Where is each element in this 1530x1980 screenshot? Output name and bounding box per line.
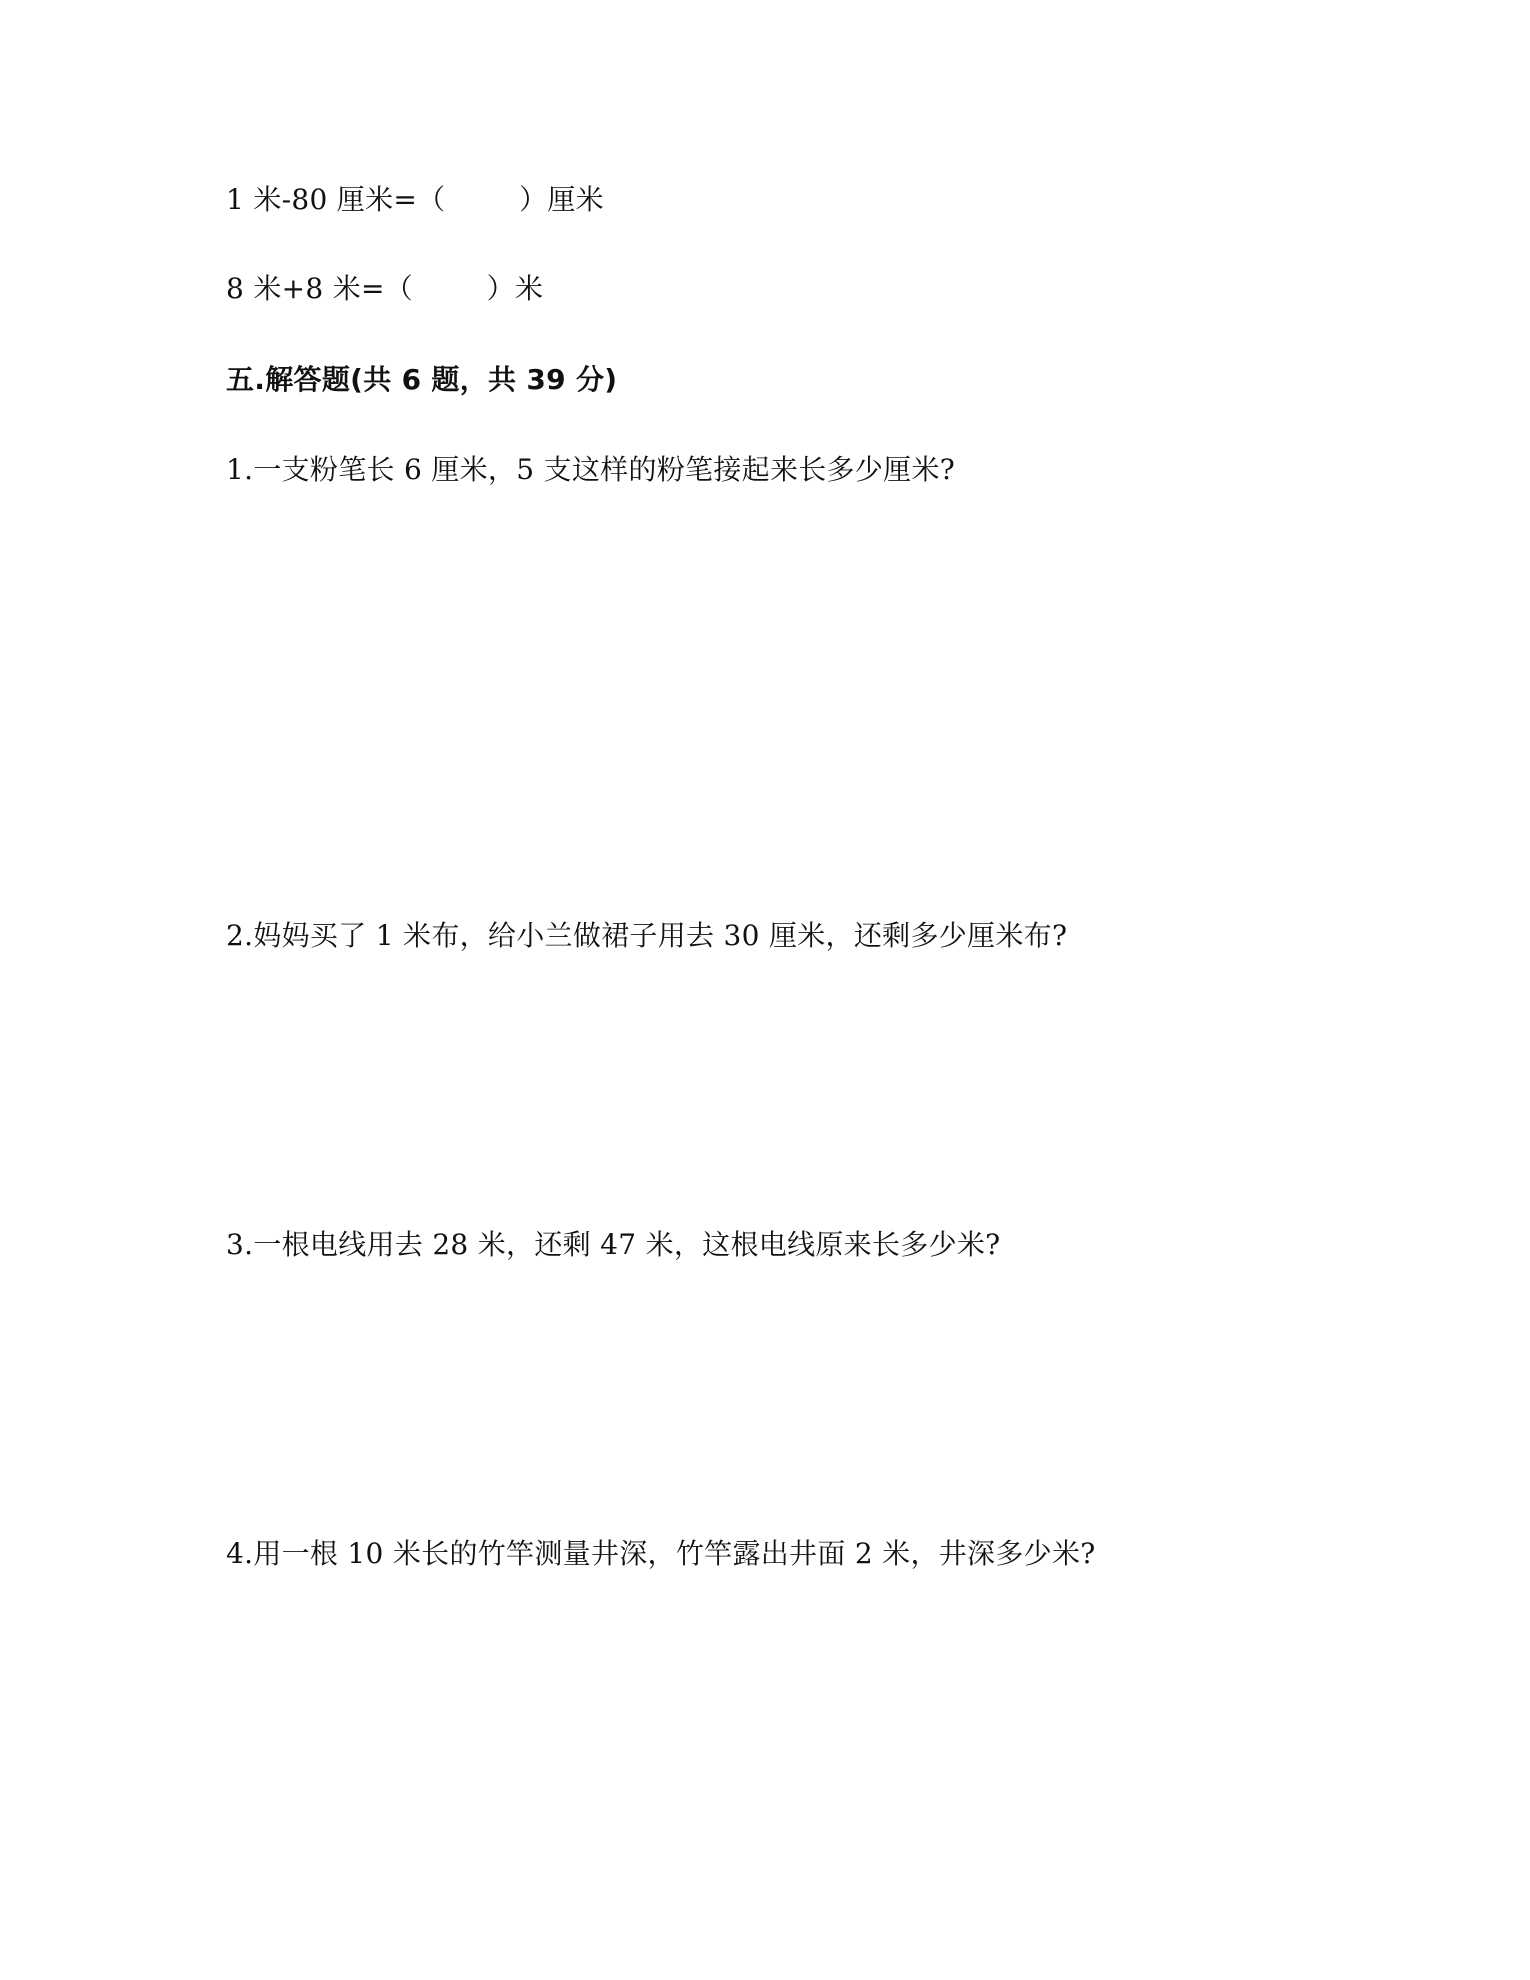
fill-in-item-2: 8 米+8 米=（ ）米 (226, 272, 544, 305)
question-2: 2.妈妈买了 1 米布，给小兰做裙子用去 30 厘米，还剩多少厘米布? (226, 919, 1068, 952)
fill-in-item-1: 1 米-80 厘米=（ ）厘米 (226, 183, 604, 216)
question-1: 1.一支粉笔长 6 厘米，5 支这样的粉笔接起来长多少厘米? (226, 453, 956, 486)
section-title: 五.解答题(共 6 题，共 39 分) (226, 363, 618, 396)
question-3: 3.一根电线用去 28 米，还剩 47 米，这根电线原来长多少米? (226, 1228, 1001, 1261)
question-4: 4.用一根 10 米长的竹竿测量井深，竹竿露出井面 2 米，井深多少米? (226, 1537, 1096, 1570)
